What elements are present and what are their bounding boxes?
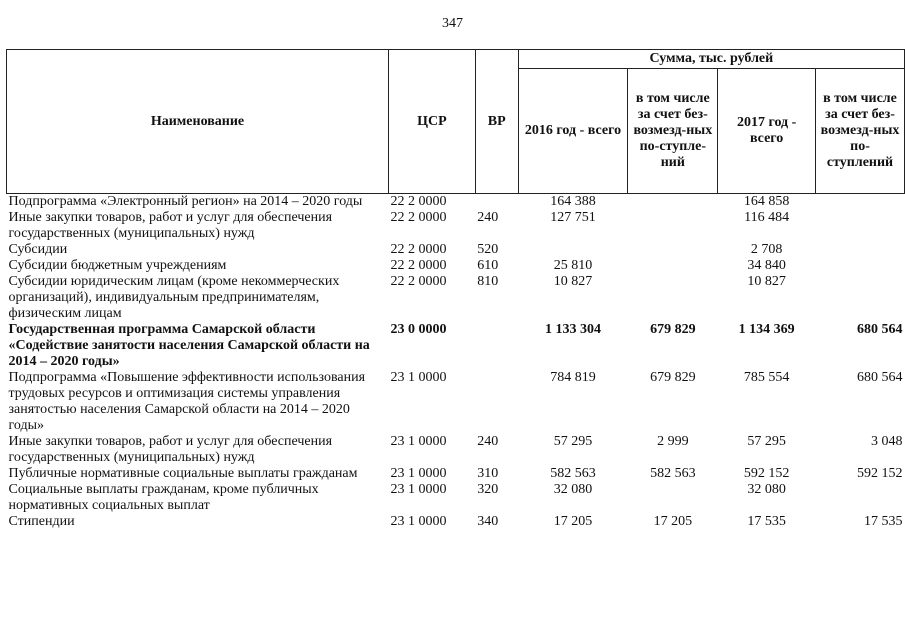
header-name: Наименование [7,50,389,194]
row-2017-free: 592 152 [857,466,903,481]
table-row [7,242,905,258]
row-vr: 610 [477,258,499,273]
row-2016-free: 679 829 [650,370,696,385]
budget-table [6,49,905,530]
row-2017-free [816,194,905,211]
header-2016-total: 2016 год - всего [518,69,628,194]
row-2017-total: 116 484 [744,210,790,225]
row-2017-total: 10 827 [747,274,786,289]
row-2017-free [816,210,905,242]
table-row [7,322,905,370]
row-2016-total: 1 133 304 [545,322,602,337]
row-2016-free: 17 205 [653,514,693,529]
row-csr: 23 1 0000 [390,466,447,481]
row-vr: 240 [477,210,499,225]
row-2016-total: 17 205 [553,514,593,529]
row-2016-free: 582 563 [650,466,696,481]
row-vr: 810 [477,274,499,289]
row-vr: 340 [477,514,499,529]
row-2016-free [628,242,718,258]
row-vr [475,194,518,211]
row-vr: 320 [477,482,499,497]
row-2016-free [628,194,718,211]
row-2017-total: 34 840 [747,258,786,273]
row-csr: 22 2 0000 [390,242,447,257]
row-2016-total: 784 819 [550,370,596,385]
row-2016-total: 127 751 [550,210,596,225]
row-2017-free: 680 564 [857,322,903,337]
row-name: Стипендии [8,514,75,529]
row-vr [475,322,518,370]
row-2017-total: 785 554 [743,370,790,385]
row-name: Подпрограмма «Электронный регион» на 2014 – 2020 годы [8,194,363,209]
table-row [7,274,905,322]
row-2016-free: 2 999 [657,434,689,449]
table-row [7,466,905,482]
row-csr: 23 1 0000 [390,514,447,529]
row-2016-total [518,242,628,258]
table-row [7,258,905,274]
row-csr: 22 2 0000 [390,274,447,289]
row-csr: 22 2 0000 [390,210,447,225]
row-csr: 23 0 0000 [390,322,447,337]
row-csr: 23 1 0000 [390,370,447,385]
row-name: Субсидии бюджетным учреждениям [8,258,227,273]
row-vr: 520 [477,242,499,257]
row-name: Публичные нормативные социальные выплаты гражданам [8,466,358,481]
row-2016-free [628,482,718,514]
row-name: Подпрограмма «Повышение эффективности использования трудовых ресурсов и оптимизация системы управления занятостью населения Самарской области на 2014 – 2020 годы» [8,370,366,433]
row-2016-free: 679 829 [650,322,696,337]
row-2016-free [628,258,718,274]
row-2017-total: 17 535 [747,514,786,529]
row-2016-total: 582 563 [550,466,596,481]
row-2017-total: 164 858 [743,194,790,209]
row-2017-free [816,242,905,258]
row-2017-free [816,482,905,514]
row-name: Субсидии [8,242,68,257]
header-2017-total: 2017 год - всего [718,69,816,194]
row-name: Иные закупки товаров, работ и услуг для обеспечения государственных (муниципальных) нужд [8,434,333,465]
row-vr: 310 [477,466,499,481]
header-2016-free: в том числе за счет без-возмезд-ных по-ступле-ний [628,69,718,194]
row-2017-free: 680 564 [857,370,903,385]
header-2017-free: в том числе за счет без-возмезд-ных по-ступлений [816,69,905,194]
row-2016-total: 25 810 [553,258,593,273]
row-2017-total: 2 708 [750,242,783,257]
row-2017-free: 17 535 [864,514,903,529]
row-2016-total: 57 295 [553,434,593,449]
row-csr: 23 1 0000 [390,482,447,497]
row-vr [475,370,518,434]
row-name: Государственная программа Самарской области «Содействие занятости населения Самарской области на 2014 – 2020 годы» [8,322,370,369]
row-vr: 240 [477,434,499,449]
table-row [7,482,905,514]
row-2017-free [816,274,905,322]
row-2017-free [816,258,905,274]
row-csr: 22 2 0000 [390,258,447,273]
header-vr: ВР [475,50,518,194]
table-row [7,194,905,211]
table-row [7,370,905,434]
row-name: Иные закупки товаров, работ и услуг для обеспечения государственных (муниципальных) нужд [8,210,333,241]
row-2016-total: 32 080 [553,482,593,497]
row-csr: 22 2 0000 [390,194,447,209]
header-sum: Сумма, тыс. рублей [518,50,904,69]
row-2016-free [628,274,718,322]
table-header [7,50,905,194]
row-2017-total: 1 134 369 [738,322,795,337]
row-2017-total: 592 152 [743,466,790,481]
row-name: Социальные выплаты гражданам, кроме публичных нормативных социальных выплат [8,482,319,513]
table-body [7,194,905,531]
row-2017-free: 3 048 [871,434,903,449]
header-csr: ЦСР [388,50,475,194]
row-2017-total: 32 080 [747,482,786,497]
row-2017-total: 57 295 [747,434,786,449]
table-row [7,210,905,242]
row-name: Субсидии юридическим лицам (кроме некоммерческих организаций), индивидуальным предпринимателям, физическим лицам [8,274,340,321]
row-csr: 23 1 0000 [390,434,447,449]
table-row [7,514,905,530]
row-2016-free [628,210,718,242]
row-2016-total: 10 827 [553,274,593,289]
row-2016-total: 164 388 [550,194,596,209]
table-row [7,434,905,466]
page-number: 347 [442,16,463,31]
